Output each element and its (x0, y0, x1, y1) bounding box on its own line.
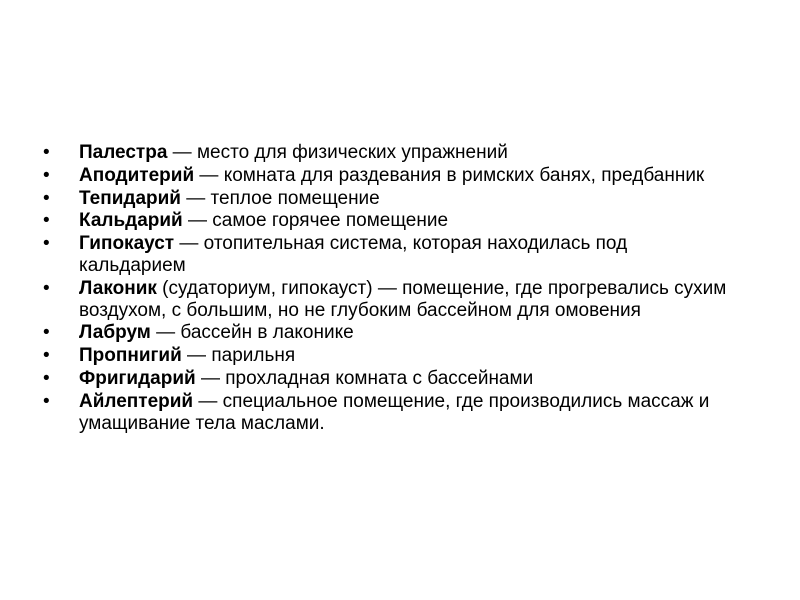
term-label: Лабрум (79, 322, 151, 344)
bullet-icon: • (43, 322, 50, 344)
bullet-icon: • (43, 233, 50, 255)
list-item-palestra (40, 142, 730, 164)
list-item-hypocaust (40, 233, 730, 277)
definition-text: — самое горячее помещение (182, 210, 449, 232)
bullet-icon: • (43, 187, 50, 209)
bullet-icon: • (43, 277, 50, 299)
list-item-labrum (40, 322, 730, 344)
term-label: Аподитерий (79, 164, 195, 186)
term-label: Айлептерий (79, 390, 194, 412)
list-item-aleipterium (40, 391, 730, 435)
definition-text: — бассейн в лаконике (150, 322, 354, 344)
list-item-caldarium (40, 210, 730, 232)
definition-text: — теплое помещение (180, 187, 380, 209)
term-label: Фригидарий (79, 367, 196, 389)
list-item-propnigeum (40, 345, 730, 367)
term-label: Кальдарий (79, 210, 183, 232)
list-item-frigidarium (40, 368, 730, 390)
definition-text: — специальное помещение, где производились массаж и умащивание тела маслами. (79, 390, 710, 434)
bullet-icon: • (43, 367, 50, 389)
definition-text: (судаториум, гипокауст) — помещение, где прогревались сухим воздухом, с большим, но не глубоким бассейном для омовения (79, 277, 727, 321)
definition-text: — комната для раздевания в римских банях, предбанник (194, 164, 705, 186)
bullet-icon: • (43, 164, 50, 186)
list-item-laconicum (40, 278, 730, 322)
term-label: Тепидарий (79, 187, 181, 209)
list-item-tepidarium (40, 188, 730, 210)
bullet-icon: • (43, 210, 50, 232)
definition-text: — отопительная система, которая находилась под кальдарием (79, 233, 628, 276)
bullet-icon: • (43, 142, 50, 163)
glossary-list (40, 142, 730, 435)
bullet-icon: • (43, 390, 50, 412)
definition-text: — парильня (181, 345, 296, 367)
definition-text: — место для физических упражнений (167, 142, 508, 163)
term-label: Гипокауст (79, 233, 175, 255)
definition-text: — прохладная комната с бассейнами (195, 367, 534, 389)
term-label: Пропнигий (79, 345, 182, 367)
list-item-apoditerium (40, 165, 730, 187)
term-label: Лаконик (79, 277, 157, 299)
bullet-icon: • (43, 345, 50, 367)
term-label: Палестра (79, 142, 168, 163)
